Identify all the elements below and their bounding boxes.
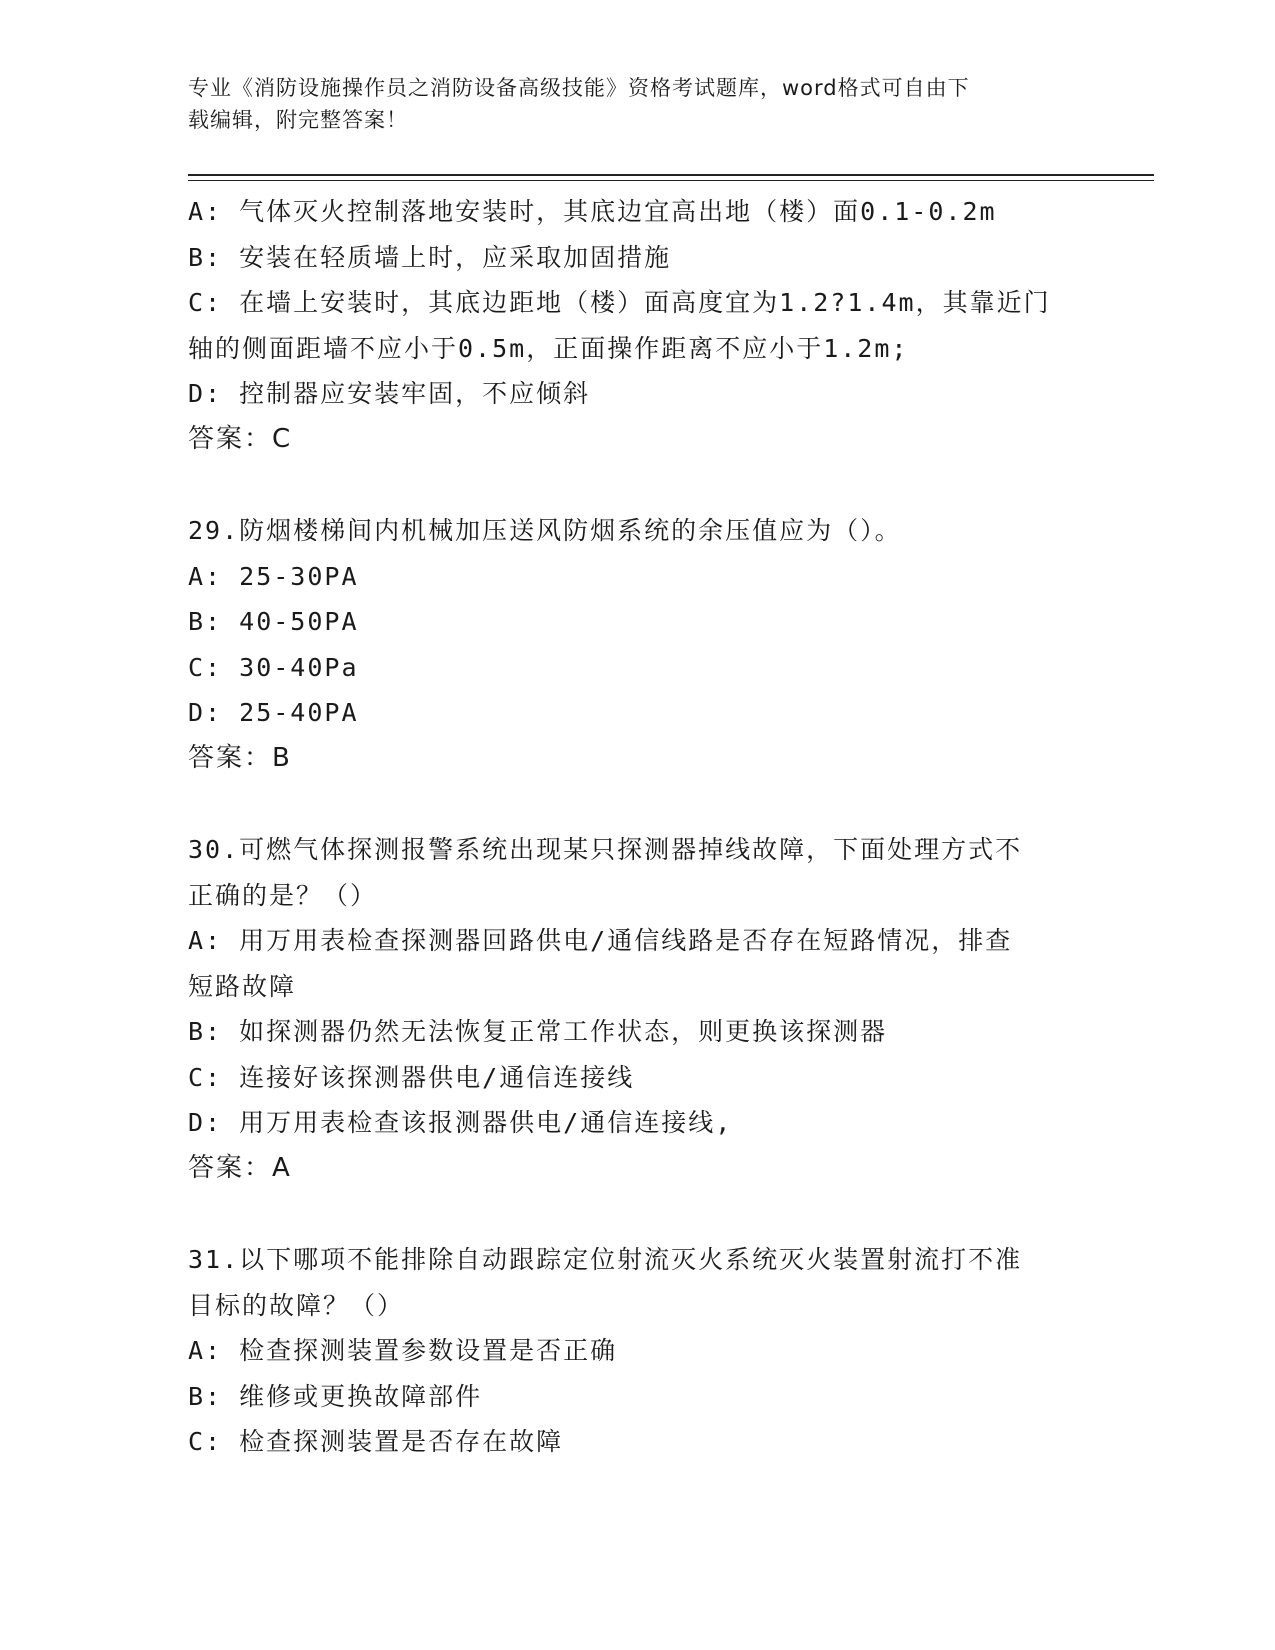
option-d: D: 控制器应安装牢固，不应倾斜 (188, 379, 591, 408)
header-divider-thick (188, 174, 1154, 176)
option-a-continued: 短路故障 (188, 971, 297, 1001)
option-d: D: 25-40PA (188, 698, 359, 727)
spacer (188, 1191, 1088, 1237)
option-c: C: 在墙上安装时，其底边距地（楼）面高度宜为1.2?1.4m，其靠近门 (188, 288, 1051, 317)
option-c: C: 连接好该探测器供电/通信连接线 (188, 1062, 635, 1092)
header-line-1: 专业《消防设施操作员之消防设备高级技能》资格考试题库，word格式可自由下 (188, 76, 970, 100)
option-c: C: 检查探测装置是否存在故障 (188, 1427, 564, 1456)
option-c: C: 30-40Pa (188, 652, 359, 682)
option-d: D: 用万用表检查该报测器供电/通信连接线, (188, 1108, 733, 1137)
question-29 (188, 508, 1088, 781)
question-28 (188, 189, 1088, 462)
question-list (188, 189, 1088, 1465)
spacer (188, 781, 1088, 827)
spacer (188, 462, 1088, 508)
option-a: A: 25-30PA (188, 561, 359, 591)
answer: 答案：A (188, 1152, 292, 1183)
answer: 答案：C (188, 423, 293, 454)
question-text: 29.防烟楼梯间内机械加压送风防烟系统的余压值应为（）。 (188, 516, 902, 545)
option-b: B: 如探测器仍然无法恢复正常工作状态，则更换该探测器 (188, 1017, 888, 1046)
option-b: B: 40-50PA (188, 607, 359, 636)
question-31 (188, 1237, 1088, 1465)
option-c-continued: 轴的侧面距墙不应小于0.5m，正面操作距离不应小于1.2m; (188, 333, 909, 363)
option-a: A: 检查探测装置参数设置是否正确 (188, 1336, 618, 1365)
header-divider-thin (188, 180, 1154, 181)
question-text: 31.以下哪项不能排除自动跟踪定位射流灭火系统灭火装置射流打不准 (188, 1245, 1023, 1274)
question-text-continued: 正确的是？（） (188, 880, 378, 910)
option-b: B: 安装在轻质墙上时，应采取加固措施 (188, 242, 672, 272)
option-b: B: 维修或更换故障部件 (188, 1381, 483, 1411)
question-text: 30.可燃气体探测报警系统出现某只探测器掉线故障，下面处理方式不 (188, 835, 1023, 864)
option-a: A: 用万用表检查探测器回路供电/通信线路是否存在短路情况，排查 (188, 926, 1013, 955)
option-a: A: 气体灭火控制落地安装时，其底边宜高出地（楼）面0.1-0.2m (188, 197, 997, 226)
question-text-continued: 目标的故障？（） (188, 1290, 405, 1320)
answer: 答案：B (188, 742, 292, 773)
document-header (188, 72, 1068, 136)
header-line-2: 载编辑，附完整答案！ (188, 108, 408, 132)
question-30 (188, 827, 1088, 1191)
